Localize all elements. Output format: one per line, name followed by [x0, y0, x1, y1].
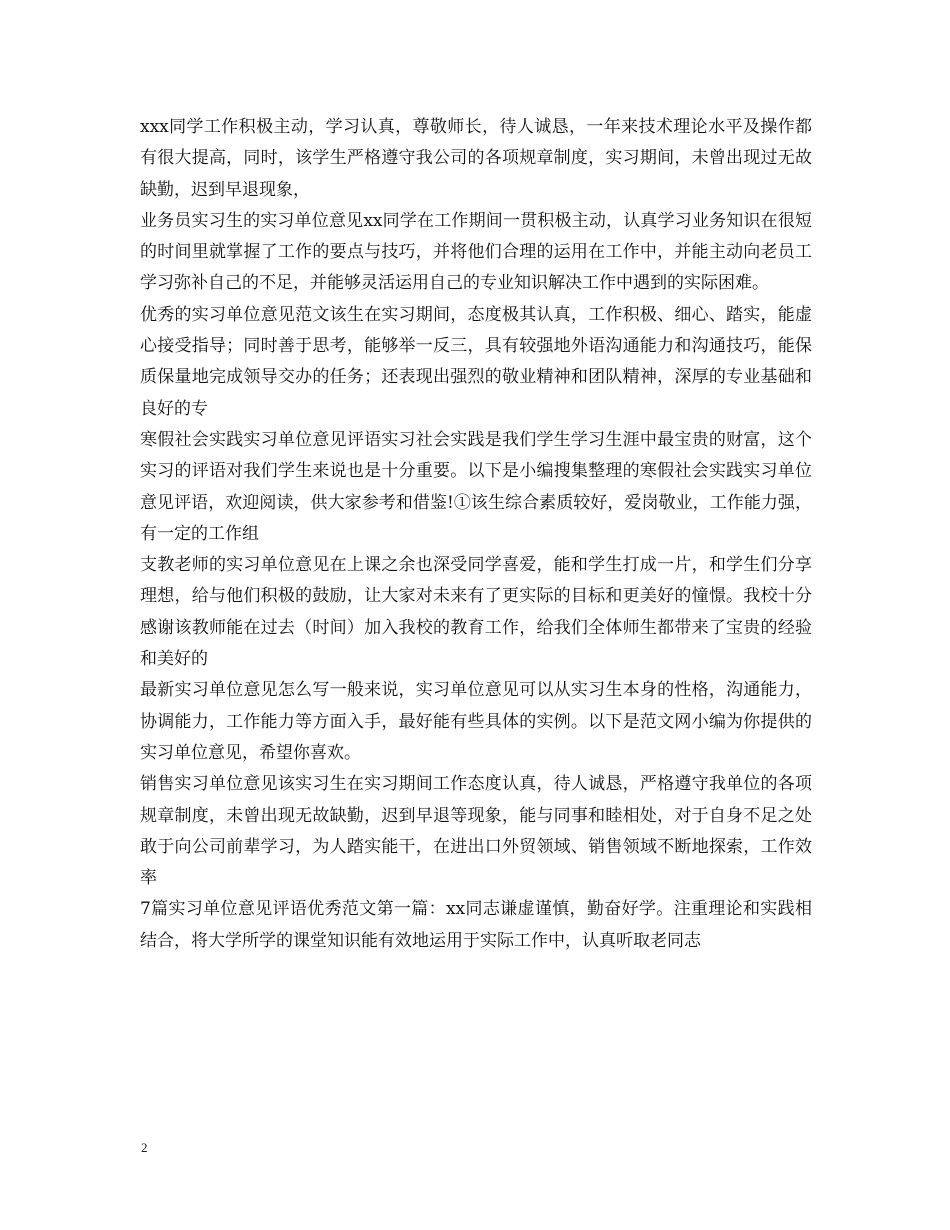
paragraph-6: 最新实习单位意见怎么写一般来说，实习单位意见可以从实习生本身的性格，沟通能力，协调能力，工作能力等方面入手，最好能有些具体的实例。以下是范文网小编为你提供的实习单位意见，希望你喜欢。 [140, 680, 812, 763]
document-body [140, 112, 812, 957]
paragraph-1: xxx同学工作积极主动，学习认真，尊敬师长，待人诚恳，一年来技术理论水平及操作都有很大提高，同时，该学生严格遵守我公司的各项规章制度，实习期间，未曾出现过无故缺勤，迟到早退现象， [140, 117, 812, 200]
paragraph-8: 7篇实习单位意见评语优秀范文第一篇：xx同志谦虚谨慎，勤奋好学。注重理论和实践相结合，将大学所学的课堂知识能有效地运用于实际工作中，认真听取老同志 [140, 899, 812, 951]
paragraph-7: 销售实习单位意见该实习生在实习期间工作态度认真，待人诚恳，严格遵守我单位的各项规章制度，未曾出现无故缺勤，迟到早退等现象，能与同事和睦相处，对于自身不足之处敢于向公司前辈学习，为人踏实能干，在进出口外贸领域、销售领域不断地探索，工作效率 [140, 774, 812, 889]
paragraph-4: 寒假社会实践实习单位意见评语实习社会实践是我们学生学习生涯中最宝贵的财富，这个实习的评语对我们学生来说也是十分重要。以下是小编搜集整理的寒假社会实践实习单位意见评语，欢迎阅读，供大家参考和借鉴!①该生综合素质较好，爱岗敬业，工作能力强，有一定的工作组 [140, 429, 812, 544]
page-number: 2 [141, 1140, 148, 1155]
paragraph-5: 支教老师的实习单位意见在上课之余也深受同学喜爱，能和学生打成一片，和学生们分享理想，给与他们积极的鼓励，让大家对未来有了更实际的目标和更美好的憧憬。我校十分感谢该教师能在过去（时间）加入我校的教育工作，给我们全体师生都带来了宝贵的经验和美好的 [140, 555, 812, 670]
paragraph-2: 业务员实习生的实习单位意见xx同学在工作期间一贯积极主动，认真学习业务知识在很短的时间里就掌握了工作的要点与技巧，并将他们合理的运用在工作中，并能主动向老员工学习弥补自己的不足，并能够灵活运用自己的专业知识解决工作中遇到的实际困难。 [140, 210, 812, 294]
paragraph-3: 优秀的实习单位意见范文该生在实习期间，态度极其认真，工作积极、细心、踏实，能虚心接受指导；同时善于思考，能够举一反三，具有较强地外语沟通能力和沟通技巧，能保质保量地完成领导交办的任务；还表现出强烈的敬业精神和团队精神，深厚的专业基础和良好的专 [140, 304, 812, 419]
